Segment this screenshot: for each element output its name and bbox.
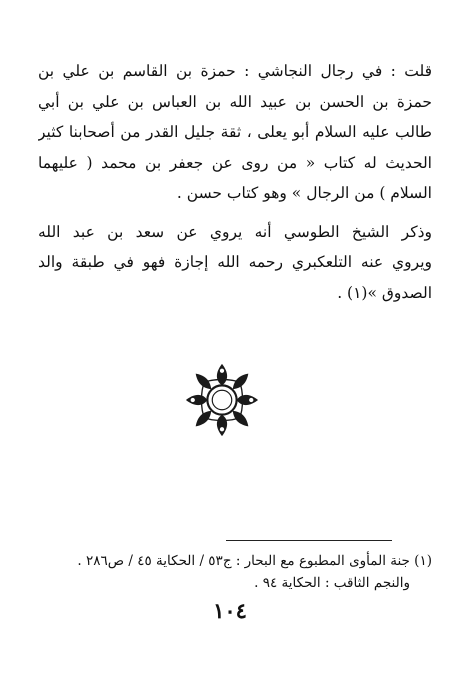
footnote-line: والنجم الثاقب : الحكاية ٩٤ . bbox=[254, 575, 410, 591]
text-line: الحديث له كتاب « من روى عن جعفر بن محمد ( عليهما bbox=[38, 153, 432, 172]
main-text bbox=[38, 56, 432, 308]
footnote-divider bbox=[226, 540, 392, 541]
footnotes bbox=[52, 550, 432, 594]
text-line: وذكر الشيخ الطوسي أنه يروي عن سعد بن عبد الله bbox=[38, 222, 432, 241]
floral-ornament-icon bbox=[183, 361, 261, 439]
text-line: طالب عليه السلام أبو يعلى ، ثقة جليل القدر من أصحابنا كثير bbox=[38, 123, 432, 141]
text-line: السلام ) من الرجال » وهو كتاب حسن . bbox=[176, 184, 432, 202]
text-line: حمزة بن الحسن بن عبيد الله بن العباس بن علي بن أبي bbox=[38, 92, 432, 111]
text-line: ويروي عنه التلعكبري رحمه الله إجازة فهو في طبقة والد bbox=[38, 253, 432, 271]
footnote-line: (١) جنة المأوى المطبوع مع البحار : ج٥٣ / الحكاية ٤٥ / ص٢٨٦ . bbox=[77, 553, 432, 569]
text-line: الصدوق »(١) . bbox=[337, 283, 432, 302]
text-line: قلت : في رجال النجاشي : حمزة بن القاسم بن علي بن bbox=[38, 62, 432, 80]
page-number: ١٠٤ bbox=[213, 598, 247, 623]
paragraph-gap bbox=[38, 209, 432, 217]
